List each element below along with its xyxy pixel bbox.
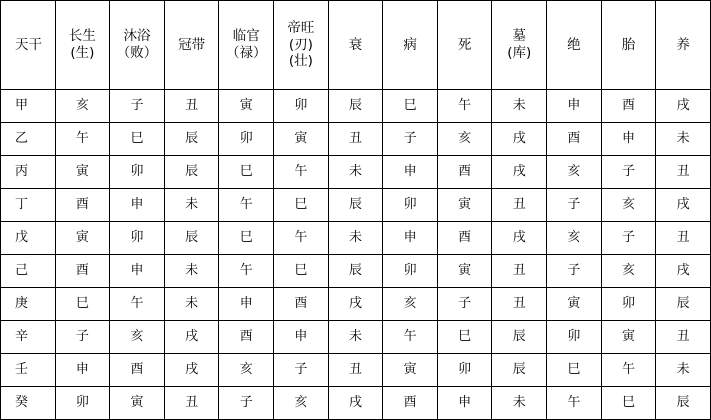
- table-cell: 亥: [383, 288, 438, 321]
- table-body: [1, 90, 711, 420]
- row-header-heavenly-stem: 乙: [1, 123, 56, 156]
- table-cell: 巳: [55, 288, 110, 321]
- table-cell: 子: [55, 321, 110, 354]
- column-header-heavenly-stem: 天干: [1, 1, 56, 90]
- column-header-shuai: 衰: [328, 1, 383, 90]
- table-cell: 子: [601, 222, 656, 255]
- column-header-yang: 养: [656, 1, 711, 90]
- table-cell: 辰: [328, 255, 383, 288]
- table-cell: 申: [110, 189, 165, 222]
- table-cell: 辰: [656, 387, 711, 420]
- table-cell: 寅: [383, 354, 438, 387]
- table-cell: 子: [383, 123, 438, 156]
- table-cell: 申: [383, 156, 438, 189]
- column-header-changsheng: 长生 (生): [55, 1, 110, 90]
- column-header-mu: 墓 (库): [492, 1, 547, 90]
- table-cell: 寅: [110, 387, 165, 420]
- table-cell: 亥: [547, 222, 602, 255]
- table-cell: 卯: [55, 387, 110, 420]
- table-cell: 巳: [219, 156, 274, 189]
- table-row: [1, 321, 711, 354]
- table-cell: 酉: [383, 387, 438, 420]
- column-header-jue: 绝: [547, 1, 602, 90]
- table-cell: 丑: [656, 156, 711, 189]
- table-row: [1, 189, 711, 222]
- table-cell: 午: [547, 387, 602, 420]
- table-cell: 辰: [492, 321, 547, 354]
- table-cell: 戌: [656, 189, 711, 222]
- table-cell: 丑: [492, 255, 547, 288]
- table-cell: 寅: [219, 90, 274, 123]
- table-cell: 未: [328, 321, 383, 354]
- table-cell: 酉: [55, 255, 110, 288]
- table-cell: 辰: [328, 90, 383, 123]
- table-cell: 未: [164, 189, 219, 222]
- row-header-heavenly-stem: 丙: [1, 156, 56, 189]
- table-cell: 亥: [547, 156, 602, 189]
- table-cell: 酉: [219, 321, 274, 354]
- table-row: [1, 288, 711, 321]
- table-cell: 未: [328, 222, 383, 255]
- table-cell: 子: [274, 354, 329, 387]
- table-cell: 寅: [55, 222, 110, 255]
- table-cell: 丑: [492, 288, 547, 321]
- table-cell: 戌: [492, 123, 547, 156]
- table-cell: 未: [492, 90, 547, 123]
- table-header-row: [1, 1, 711, 90]
- table-cell: 巳: [437, 321, 492, 354]
- table-cell: 申: [547, 90, 602, 123]
- table-cell: 巳: [219, 222, 274, 255]
- table-cell: 辰: [164, 156, 219, 189]
- table-cell: 未: [328, 156, 383, 189]
- table-row: [1, 255, 711, 288]
- table-cell: 卯: [110, 222, 165, 255]
- table-cell: 戌: [656, 90, 711, 123]
- column-header-diwang: 帝旺 (刃) (壮): [274, 1, 329, 90]
- table-cell: 卯: [110, 156, 165, 189]
- column-header-si: 死: [437, 1, 492, 90]
- table-cell: 辰: [328, 189, 383, 222]
- column-header-tai: 胎: [601, 1, 656, 90]
- table-cell: 辰: [656, 288, 711, 321]
- row-header-heavenly-stem: 丁: [1, 189, 56, 222]
- table-cell: 未: [164, 288, 219, 321]
- table-cell: 亥: [601, 189, 656, 222]
- table-cell: 丑: [164, 387, 219, 420]
- table-cell: 寅: [547, 288, 602, 321]
- table-cell: 戌: [164, 321, 219, 354]
- table-cell: 丑: [328, 354, 383, 387]
- row-header-heavenly-stem: 己: [1, 255, 56, 288]
- table-cell: 巳: [274, 255, 329, 288]
- table-row: [1, 123, 711, 156]
- table-cell: 子: [110, 90, 165, 123]
- table-cell: 子: [547, 189, 602, 222]
- table-cell: 申: [219, 288, 274, 321]
- table-row: [1, 90, 711, 123]
- table-cell: 巳: [547, 354, 602, 387]
- table-cell: 午: [274, 156, 329, 189]
- table-cell: 酉: [110, 354, 165, 387]
- table-cell: 丑: [164, 90, 219, 123]
- table-cell: 丑: [328, 123, 383, 156]
- column-header-guandai: 冠带: [164, 1, 219, 90]
- table-cell: 酉: [437, 222, 492, 255]
- table-cell: 未: [656, 354, 711, 387]
- table-cell: 亥: [274, 387, 329, 420]
- table-cell: 子: [437, 288, 492, 321]
- table-cell: 未: [656, 123, 711, 156]
- table-cell: 寅: [601, 321, 656, 354]
- table-cell: 酉: [274, 288, 329, 321]
- table-cell: 巳: [110, 123, 165, 156]
- table-cell: 寅: [55, 156, 110, 189]
- table-cell: 巳: [601, 387, 656, 420]
- table-cell: 丑: [656, 222, 711, 255]
- table-cell: 寅: [437, 255, 492, 288]
- table-cell: 亥: [110, 321, 165, 354]
- table-cell: 戌: [328, 387, 383, 420]
- row-header-heavenly-stem: 庚: [1, 288, 56, 321]
- table-cell: 戌: [656, 255, 711, 288]
- table-cell: 子: [219, 387, 274, 420]
- row-header-heavenly-stem: 甲: [1, 90, 56, 123]
- table-cell: 亥: [437, 123, 492, 156]
- table-cell: 卯: [274, 90, 329, 123]
- table-cell: 辰: [164, 222, 219, 255]
- table-cell: 卯: [383, 189, 438, 222]
- table-cell: 戌: [492, 156, 547, 189]
- table-cell: 申: [274, 321, 329, 354]
- table-cell: 卯: [219, 123, 274, 156]
- table-cell: 亥: [219, 354, 274, 387]
- row-header-heavenly-stem: 戊: [1, 222, 56, 255]
- table-cell: 午: [219, 189, 274, 222]
- table-cell: 戌: [164, 354, 219, 387]
- table-cell: 辰: [492, 354, 547, 387]
- table-cell: 巳: [383, 90, 438, 123]
- table-cell: 卯: [547, 321, 602, 354]
- table-cell: 酉: [437, 156, 492, 189]
- table-row: [1, 387, 711, 420]
- table-cell: 巳: [274, 189, 329, 222]
- table-cell: 午: [274, 222, 329, 255]
- row-header-heavenly-stem: 壬: [1, 354, 56, 387]
- table-cell: 亥: [55, 90, 110, 123]
- table-cell: 午: [219, 255, 274, 288]
- table-cell: 午: [601, 354, 656, 387]
- table-cell: 卯: [601, 288, 656, 321]
- table-cell: 辰: [164, 123, 219, 156]
- table-cell: 戌: [492, 222, 547, 255]
- table-cell: 申: [383, 222, 438, 255]
- table-cell: 申: [55, 354, 110, 387]
- table-cell: 酉: [55, 189, 110, 222]
- column-header-muyu: 沐浴 （败）: [110, 1, 165, 90]
- table-cell: 卯: [437, 354, 492, 387]
- table-cell: 子: [547, 255, 602, 288]
- table-cell: 申: [437, 387, 492, 420]
- table-cell: 申: [601, 123, 656, 156]
- table-cell: 酉: [547, 123, 602, 156]
- table-cell: 午: [110, 288, 165, 321]
- table-cell: 丑: [656, 321, 711, 354]
- table-cell: 子: [601, 156, 656, 189]
- table-cell: 亥: [601, 255, 656, 288]
- table-row: [1, 222, 711, 255]
- table-cell: 寅: [437, 189, 492, 222]
- table-cell: 未: [164, 255, 219, 288]
- table-row: [1, 354, 711, 387]
- table-cell: 申: [110, 255, 165, 288]
- table-cell: 戌: [328, 288, 383, 321]
- table-cell: 午: [383, 321, 438, 354]
- table-cell: 卯: [383, 255, 438, 288]
- row-header-heavenly-stem: 癸: [1, 387, 56, 420]
- row-header-heavenly-stem: 辛: [1, 321, 56, 354]
- table-cell: 寅: [274, 123, 329, 156]
- column-header-bing: 病: [383, 1, 438, 90]
- table-header: [1, 1, 711, 90]
- table-cell: 酉: [601, 90, 656, 123]
- column-header-linguan: 临官 （禄）: [219, 1, 274, 90]
- table-cell: 午: [55, 123, 110, 156]
- table-cell: 丑: [492, 189, 547, 222]
- table-cell: 午: [437, 90, 492, 123]
- table-cell: 未: [492, 387, 547, 420]
- table-row: [1, 156, 711, 189]
